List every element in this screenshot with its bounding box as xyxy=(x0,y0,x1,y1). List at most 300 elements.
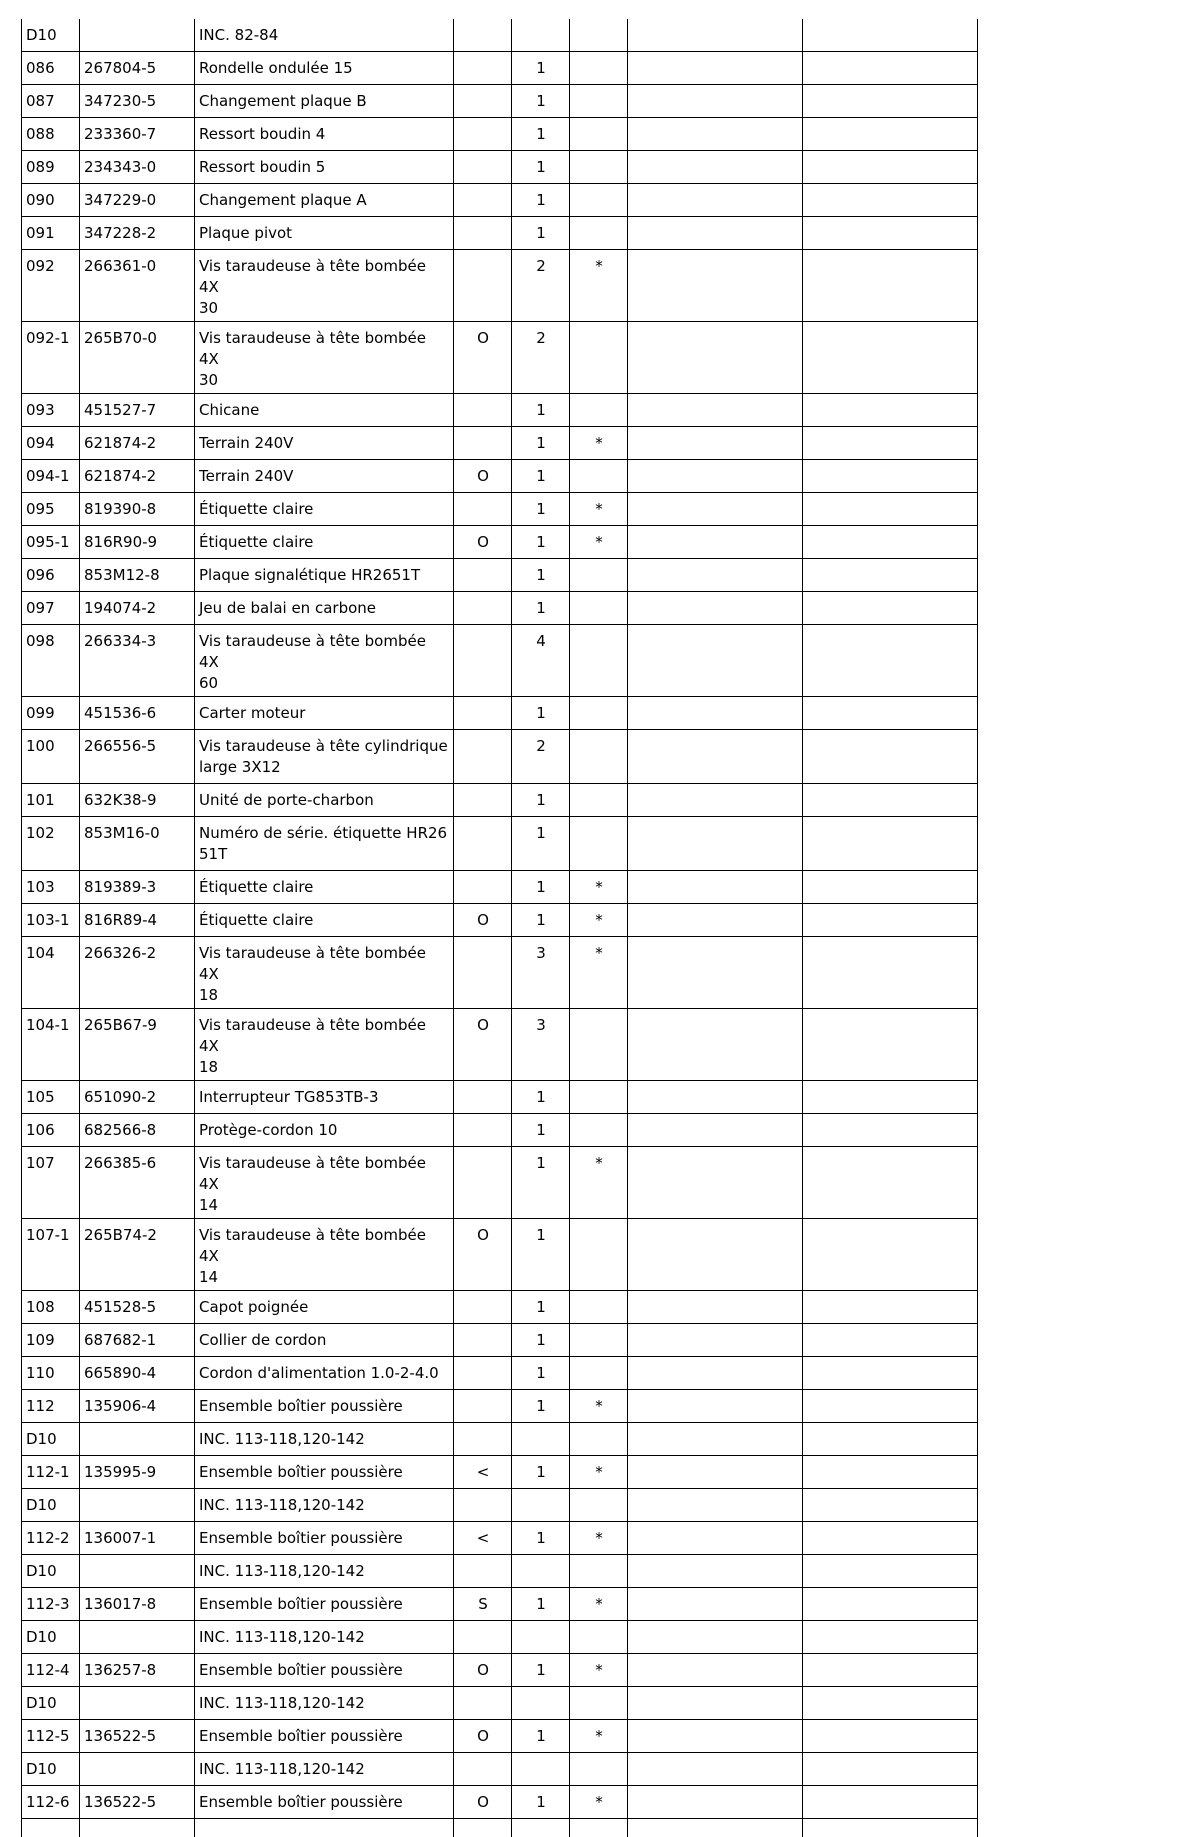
table-row xyxy=(22,85,978,118)
quantity: 2 xyxy=(512,250,570,322)
variant-flag xyxy=(454,559,512,592)
quantity: 1 xyxy=(512,904,570,937)
part-description: Vis taraudeuse à tête bombée 4X 18 xyxy=(195,1009,454,1081)
remarks-cell xyxy=(628,1219,803,1291)
part-number: 451528-5 xyxy=(80,1291,195,1324)
part-description: INC. 113-118,120-142 xyxy=(195,1687,454,1720)
table-row xyxy=(22,1324,978,1357)
part-number: 347230-5 xyxy=(80,85,195,118)
extra-cell xyxy=(803,1687,978,1720)
table-row xyxy=(22,1081,978,1114)
table-row xyxy=(22,217,978,250)
note-mark xyxy=(570,1555,628,1588)
remarks-cell xyxy=(628,493,803,526)
item-number: 107 xyxy=(22,1147,80,1219)
item-number: 086 xyxy=(22,52,80,85)
part-description: Ressort boudin 4 xyxy=(195,118,454,151)
note-mark xyxy=(570,1423,628,1456)
table-row xyxy=(22,1621,978,1654)
part-number: 816R89-4 xyxy=(80,904,195,937)
extra-cell xyxy=(803,697,978,730)
part-number: 621874-2 xyxy=(80,460,195,493)
extra-cell xyxy=(803,1456,978,1489)
variant-flag xyxy=(454,1390,512,1423)
quantity: 1 xyxy=(512,784,570,817)
quantity: 1 xyxy=(512,1522,570,1555)
variant-flag xyxy=(454,730,512,784)
extra-cell xyxy=(803,52,978,85)
table-row xyxy=(22,322,978,394)
note-mark xyxy=(570,592,628,625)
variant-flag xyxy=(454,52,512,85)
variant-flag xyxy=(454,427,512,460)
item-number: 093 xyxy=(22,394,80,427)
variant-flag xyxy=(454,1357,512,1390)
part-description: Vis taraudeuse à tête bombée 4X 18 xyxy=(195,937,454,1009)
part-description: Ressort boudin 5 xyxy=(195,151,454,184)
quantity: 1 xyxy=(512,1720,570,1753)
part-description: Vis taraudeuse à tête bombée 4X 60 xyxy=(195,625,454,697)
empty-cell xyxy=(22,1819,80,1837)
quantity: 1 xyxy=(512,493,570,526)
item-number: 103 xyxy=(22,871,80,904)
table-row xyxy=(22,697,978,730)
note-mark: * xyxy=(570,1390,628,1423)
variant-flag: O xyxy=(454,904,512,937)
table-row xyxy=(22,1753,978,1786)
part-number: 266556-5 xyxy=(80,730,195,784)
part-description: INC. 113-118,120-142 xyxy=(195,1423,454,1456)
part-number: 853M12-8 xyxy=(80,559,195,592)
table-row xyxy=(22,1786,978,1819)
empty-cell xyxy=(628,1819,803,1837)
item-number: 095-1 xyxy=(22,526,80,559)
note-mark: * xyxy=(570,526,628,559)
part-description: Ensemble boîtier poussière xyxy=(195,1588,454,1621)
quantity: 1 xyxy=(512,460,570,493)
table-row xyxy=(22,427,978,460)
remarks-cell xyxy=(628,1720,803,1753)
part-number: 621874-2 xyxy=(80,427,195,460)
note-mark xyxy=(570,1357,628,1390)
empty-cell xyxy=(454,1819,512,1837)
extra-cell xyxy=(803,1147,978,1219)
remarks-cell xyxy=(628,1786,803,1819)
part-description: Ensemble boîtier poussière xyxy=(195,1522,454,1555)
part-description: Terrain 240V xyxy=(195,427,454,460)
quantity xyxy=(512,1687,570,1720)
quantity: 4 xyxy=(512,625,570,697)
table-row xyxy=(22,118,978,151)
part-number: 136007-1 xyxy=(80,1522,195,1555)
note-mark: * xyxy=(570,1456,628,1489)
table-row xyxy=(22,250,978,322)
quantity: 1 xyxy=(512,1324,570,1357)
quantity xyxy=(512,1423,570,1456)
note-mark xyxy=(570,697,628,730)
part-description: Capot poignée xyxy=(195,1291,454,1324)
table-row xyxy=(22,871,978,904)
remarks-cell xyxy=(628,625,803,697)
note-mark: * xyxy=(570,1786,628,1819)
note-mark xyxy=(570,217,628,250)
variant-flag: < xyxy=(454,1456,512,1489)
note-mark xyxy=(570,817,628,871)
variant-flag: < xyxy=(454,1522,512,1555)
item-number: 087 xyxy=(22,85,80,118)
remarks-cell xyxy=(628,85,803,118)
table-row xyxy=(22,1219,978,1291)
variant-flag xyxy=(454,1114,512,1147)
item-number: 105 xyxy=(22,1081,80,1114)
quantity: 1 xyxy=(512,1654,570,1687)
part-number: 194074-2 xyxy=(80,592,195,625)
variant-flag: O xyxy=(454,526,512,559)
note-mark xyxy=(570,394,628,427)
table-row xyxy=(22,1423,978,1456)
extra-cell xyxy=(803,1654,978,1687)
item-number: 109 xyxy=(22,1324,80,1357)
note-mark xyxy=(570,1291,628,1324)
variant-flag xyxy=(454,184,512,217)
item-number: 112-4 xyxy=(22,1654,80,1687)
quantity xyxy=(512,1753,570,1786)
empty-cell xyxy=(803,1819,978,1837)
part-description: Interrupteur TG853TB-3 xyxy=(195,1081,454,1114)
extra-cell xyxy=(803,118,978,151)
quantity: 1 xyxy=(512,1588,570,1621)
table-row xyxy=(22,1147,978,1219)
remarks-cell xyxy=(628,427,803,460)
quantity: 1 xyxy=(512,592,570,625)
part-number: 853M16-0 xyxy=(80,817,195,871)
quantity: 1 xyxy=(512,1147,570,1219)
quantity xyxy=(512,1489,570,1522)
table-row xyxy=(22,1291,978,1324)
note-mark: * xyxy=(570,1147,628,1219)
note-mark xyxy=(570,184,628,217)
note-mark: * xyxy=(570,1720,628,1753)
extra-cell xyxy=(803,85,978,118)
quantity: 1 xyxy=(512,1219,570,1291)
remarks-cell xyxy=(628,1291,803,1324)
table-row xyxy=(22,592,978,625)
note-mark xyxy=(570,730,628,784)
variant-flag: O xyxy=(454,1654,512,1687)
table-row xyxy=(22,526,978,559)
variant-flag: O xyxy=(454,322,512,394)
table-row xyxy=(22,784,978,817)
remarks-cell xyxy=(628,592,803,625)
extra-cell xyxy=(803,1081,978,1114)
part-description: Étiquette claire xyxy=(195,904,454,937)
item-number: D10 xyxy=(22,1621,80,1654)
item-number: D10 xyxy=(22,19,80,52)
extra-cell xyxy=(803,730,978,784)
quantity: 1 xyxy=(512,559,570,592)
table-row xyxy=(22,1588,978,1621)
extra-cell xyxy=(803,526,978,559)
part-description: Carter moteur xyxy=(195,697,454,730)
table-row xyxy=(22,1114,978,1147)
part-number: 632K38-9 xyxy=(80,784,195,817)
part-description: Protège-cordon 10 xyxy=(195,1114,454,1147)
extra-cell xyxy=(803,1522,978,1555)
part-number: 347229-0 xyxy=(80,184,195,217)
extra-cell xyxy=(803,217,978,250)
note-mark xyxy=(570,559,628,592)
variant-flag xyxy=(454,1147,512,1219)
extra-cell xyxy=(803,1555,978,1588)
remarks-cell xyxy=(628,217,803,250)
table-row xyxy=(22,151,978,184)
part-description: Collier de cordon xyxy=(195,1324,454,1357)
variant-flag xyxy=(454,1324,512,1357)
variant-flag xyxy=(454,118,512,151)
item-number: 112-3 xyxy=(22,1588,80,1621)
variant-flag xyxy=(454,1555,512,1588)
table-row xyxy=(22,730,978,784)
quantity: 1 xyxy=(512,52,570,85)
part-description: Étiquette claire xyxy=(195,493,454,526)
note-mark xyxy=(570,52,628,85)
part-description: Chicane xyxy=(195,394,454,427)
table-row xyxy=(22,1687,978,1720)
variant-flag xyxy=(454,217,512,250)
part-number: 347228-2 xyxy=(80,217,195,250)
part-number xyxy=(80,1423,195,1456)
part-description: INC. 113-118,120-142 xyxy=(195,1555,454,1588)
note-mark: * xyxy=(570,427,628,460)
part-number: 267804-5 xyxy=(80,52,195,85)
quantity: 1 xyxy=(512,1114,570,1147)
remarks-cell xyxy=(628,1555,803,1588)
item-number: 110 xyxy=(22,1357,80,1390)
item-number: 103-1 xyxy=(22,904,80,937)
item-number: D10 xyxy=(22,1555,80,1588)
variant-flag xyxy=(454,1081,512,1114)
extra-cell xyxy=(803,625,978,697)
quantity: 1 xyxy=(512,871,570,904)
quantity: 1 xyxy=(512,151,570,184)
extra-cell xyxy=(803,1291,978,1324)
note-mark xyxy=(570,1687,628,1720)
item-number: 102 xyxy=(22,817,80,871)
variant-flag xyxy=(454,1423,512,1456)
quantity: 1 xyxy=(512,1357,570,1390)
part-description: Unité de porte-charbon xyxy=(195,784,454,817)
part-description: Changement plaque B xyxy=(195,85,454,118)
quantity: 1 xyxy=(512,817,570,871)
variant-flag: O xyxy=(454,1009,512,1081)
extra-cell xyxy=(803,1390,978,1423)
variant-flag xyxy=(454,1489,512,1522)
part-number: 816R90-9 xyxy=(80,526,195,559)
empty-cell xyxy=(195,1819,454,1837)
extra-cell xyxy=(803,184,978,217)
table-row xyxy=(22,1720,978,1753)
part-description: Ensemble boîtier poussière xyxy=(195,1720,454,1753)
part-description: Ensemble boîtier poussière xyxy=(195,1654,454,1687)
part-description: Ensemble boîtier poussière xyxy=(195,1456,454,1489)
note-mark: * xyxy=(570,937,628,1009)
part-number: 651090-2 xyxy=(80,1081,195,1114)
variant-flag: O xyxy=(454,1720,512,1753)
empty-cell xyxy=(570,1819,628,1837)
note-mark xyxy=(570,85,628,118)
remarks-cell xyxy=(628,937,803,1009)
table-row xyxy=(22,937,978,1009)
extra-cell xyxy=(803,1219,978,1291)
table-row xyxy=(22,493,978,526)
table-row xyxy=(22,625,978,697)
note-mark: * xyxy=(570,250,628,322)
remarks-cell xyxy=(628,250,803,322)
remarks-cell xyxy=(628,184,803,217)
note-mark xyxy=(570,322,628,394)
remarks-cell xyxy=(628,697,803,730)
part-number: 451536-6 xyxy=(80,697,195,730)
extra-cell xyxy=(803,1423,978,1456)
remarks-cell xyxy=(628,817,803,871)
note-mark xyxy=(570,1219,628,1291)
extra-cell xyxy=(803,1489,978,1522)
part-description: Terrain 240V xyxy=(195,460,454,493)
variant-flag xyxy=(454,1687,512,1720)
variant-flag xyxy=(454,493,512,526)
item-number: D10 xyxy=(22,1687,80,1720)
item-number: 099 xyxy=(22,697,80,730)
part-number: 266361-0 xyxy=(80,250,195,322)
part-description: INC. 113-118,120-142 xyxy=(195,1489,454,1522)
part-description: Changement plaque A xyxy=(195,184,454,217)
part-number: 451527-7 xyxy=(80,394,195,427)
extra-cell xyxy=(803,322,978,394)
part-number: 665890-4 xyxy=(80,1357,195,1390)
variant-flag xyxy=(454,625,512,697)
variant-flag xyxy=(454,250,512,322)
table-row xyxy=(22,1522,978,1555)
extra-cell xyxy=(803,871,978,904)
remarks-cell xyxy=(628,1357,803,1390)
part-number: 682566-8 xyxy=(80,1114,195,1147)
note-mark: * xyxy=(570,1654,628,1687)
extra-cell xyxy=(803,1753,978,1786)
part-description: INC. 82-84 xyxy=(195,19,454,52)
quantity: 1 xyxy=(512,526,570,559)
part-number: 266334-3 xyxy=(80,625,195,697)
variant-flag xyxy=(454,1291,512,1324)
part-description: Vis taraudeuse à tête bombée 4X 30 xyxy=(195,250,454,322)
part-number: 265B74-2 xyxy=(80,1219,195,1291)
extra-cell xyxy=(803,19,978,52)
part-number: 136017-8 xyxy=(80,1588,195,1621)
item-number: 112-2 xyxy=(22,1522,80,1555)
remarks-cell xyxy=(628,730,803,784)
extra-cell xyxy=(803,151,978,184)
extra-cell xyxy=(803,1114,978,1147)
part-description: Plaque signalétique HR2651T xyxy=(195,559,454,592)
extra-cell xyxy=(803,394,978,427)
note-mark: * xyxy=(570,1522,628,1555)
variant-flag: O xyxy=(454,460,512,493)
table-row xyxy=(22,1390,978,1423)
quantity: 1 xyxy=(512,697,570,730)
table-row xyxy=(22,52,978,85)
part-number xyxy=(80,1621,195,1654)
part-description: Ensemble boîtier poussière xyxy=(195,1390,454,1423)
table-row xyxy=(22,394,978,427)
extra-cell xyxy=(803,1786,978,1819)
quantity: 1 xyxy=(512,1390,570,1423)
remarks-cell xyxy=(628,871,803,904)
quantity xyxy=(512,1621,570,1654)
remarks-cell xyxy=(628,1324,803,1357)
variant-flag: O xyxy=(454,1219,512,1291)
variant-flag xyxy=(454,151,512,184)
item-number: 094 xyxy=(22,427,80,460)
table-row xyxy=(22,1555,978,1588)
part-description: Vis taraudeuse à tête cylindrique large 3X12 xyxy=(195,730,454,784)
note-mark xyxy=(570,151,628,184)
variant-flag xyxy=(454,937,512,1009)
remarks-cell xyxy=(628,904,803,937)
item-number: 089 xyxy=(22,151,80,184)
part-description: Cordon d'alimentation 1.0-2-4.0 xyxy=(195,1357,454,1390)
variant-flag xyxy=(454,19,512,52)
item-number: 112 xyxy=(22,1390,80,1423)
table-row xyxy=(22,1489,978,1522)
remarks-cell xyxy=(628,1081,803,1114)
item-number: 104-1 xyxy=(22,1009,80,1081)
extra-cell xyxy=(803,427,978,460)
part-number: 687682-1 xyxy=(80,1324,195,1357)
item-number: 107-1 xyxy=(22,1219,80,1291)
item-number: 095 xyxy=(22,493,80,526)
parts-list-table xyxy=(21,19,978,1837)
remarks-cell xyxy=(628,1489,803,1522)
part-number: 136257-8 xyxy=(80,1654,195,1687)
extra-cell xyxy=(803,592,978,625)
note-mark xyxy=(570,1489,628,1522)
part-number: 136522-5 xyxy=(80,1786,195,1819)
table-row xyxy=(22,1456,978,1489)
extra-cell xyxy=(803,493,978,526)
remarks-cell xyxy=(628,118,803,151)
variant-flag xyxy=(454,784,512,817)
note-mark xyxy=(570,19,628,52)
remarks-cell xyxy=(628,322,803,394)
quantity: 2 xyxy=(512,730,570,784)
part-number: 136522-5 xyxy=(80,1720,195,1753)
part-number: 266326-2 xyxy=(80,937,195,1009)
table-row xyxy=(22,460,978,493)
quantity: 1 xyxy=(512,1081,570,1114)
part-number: 819389-3 xyxy=(80,871,195,904)
quantity xyxy=(512,19,570,52)
remarks-cell xyxy=(628,1423,803,1456)
extra-cell xyxy=(803,1588,978,1621)
extra-cell xyxy=(803,460,978,493)
part-number: 266385-6 xyxy=(80,1147,195,1219)
remarks-cell xyxy=(628,1654,803,1687)
part-number: 265B67-9 xyxy=(80,1009,195,1081)
remarks-cell xyxy=(628,1114,803,1147)
variant-flag xyxy=(454,592,512,625)
part-description: Ensemble boîtier poussière xyxy=(195,1786,454,1819)
remarks-cell xyxy=(628,1147,803,1219)
part-number xyxy=(80,1687,195,1720)
